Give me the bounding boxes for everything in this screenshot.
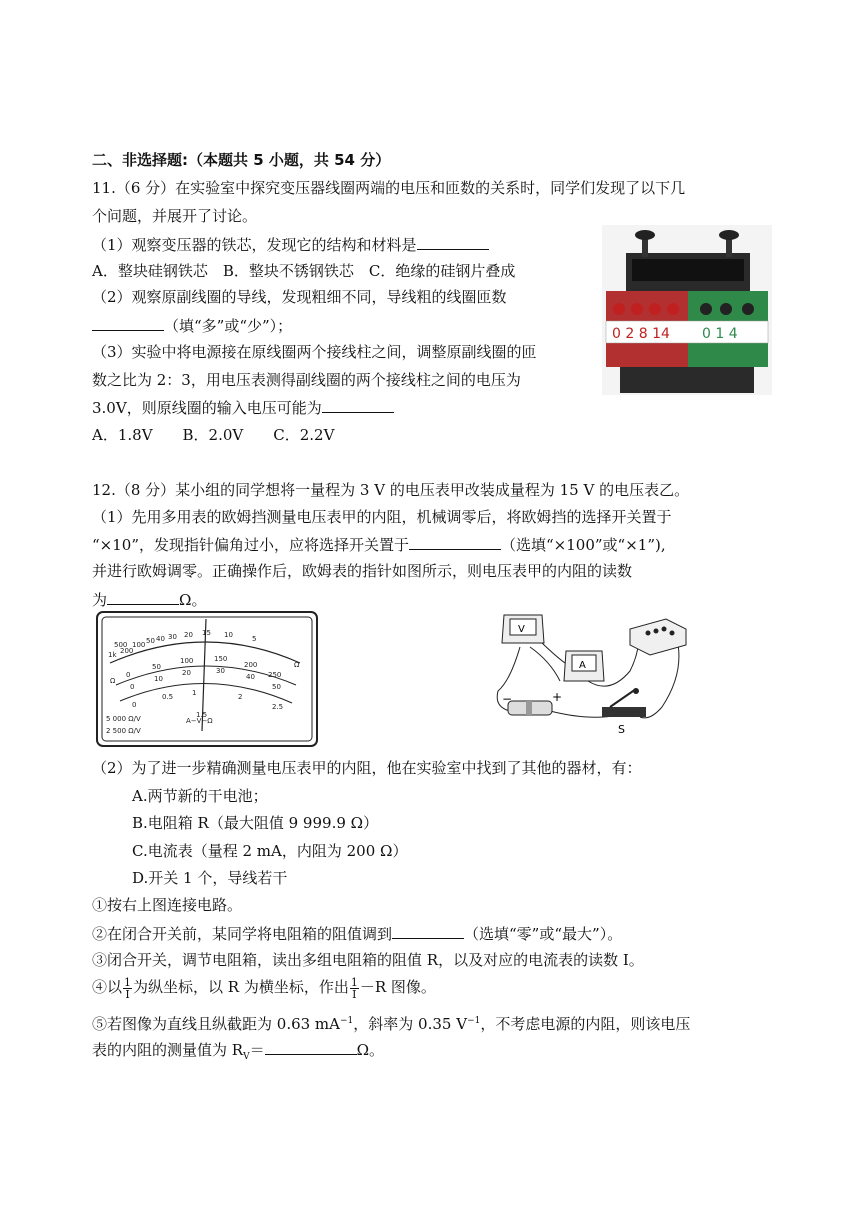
q12-step5-line1 — [92, 1010, 690, 1035]
q11-part1-options: A．整块硅钢铁芯 B．整块不锈钢铁芯 C．绝缘的硅钢片叠成 — [92, 262, 516, 280]
mid2-tick-0: 0 — [130, 683, 135, 691]
circuit-diagram — [490, 611, 690, 739]
q11-part1-blank[interactable] — [417, 233, 489, 250]
low-tick-2: 2 — [238, 693, 243, 701]
mid-tick-150: 150 — [214, 655, 228, 663]
low-tick-0-5: 0.5 — [162, 693, 174, 701]
mid2-tick-30: 30 — [216, 667, 225, 675]
transformer-photo — [602, 225, 772, 395]
ohm-tick-30: 30 — [168, 633, 177, 641]
q12-step5-sub: V — [243, 1052, 250, 1062]
q12-step5-sup1: −1 — [340, 1016, 354, 1026]
multimeter-dial — [96, 611, 318, 747]
mid-tick-100: 100 — [180, 657, 194, 665]
q12-step2 — [92, 922, 622, 945]
low-tick-1-5: 1.5 — [196, 711, 208, 719]
q11-part3-line3 — [92, 396, 394, 419]
meter-label-5000: 5 000 Ω/V — [106, 715, 141, 723]
ohm-tick-200: 200 — [120, 647, 134, 655]
ohm-tick-15: 15 — [202, 629, 211, 637]
q11-part1-text: （1）观察变压器的铁芯，发现它的结构和材料是 — [92, 236, 417, 254]
q12-item-c: C.电流表（量程 2 mA，内阻为 200 Ω） — [132, 842, 408, 860]
fraction-denominator-2: I — [352, 987, 357, 1001]
ohm-tick-5: 5 — [252, 635, 257, 643]
ohm-tick-100: 100 — [132, 641, 146, 649]
voltmeter-label: V — [518, 624, 525, 635]
battery-minus: − — [502, 692, 513, 706]
q12-part1-line3: 并进行欧姆调零。正确操作后，欧姆表的指针如图所示，则电压表甲的内阻的读数 — [92, 562, 633, 580]
switch-label: S — [618, 723, 625, 736]
meter-label-2500: 2 500 Ω/V — [106, 727, 141, 735]
q11-part2-line1: （2）观察原副线圈的导线，发现粗细不同，导线粗的线圈匝数 — [92, 288, 507, 306]
mid-tick-250: 250 — [268, 671, 282, 679]
q12-step4-a: ④以 — [92, 978, 123, 996]
mid2-tick-10: 10 — [154, 675, 163, 683]
fraction-one-over-i-2 — [350, 977, 359, 1000]
q11-stem-line1: 11.（6 分）在实验室中探究变压器线圈两端的电压和匝数的关系时，同学们发现了以下几 — [92, 179, 686, 197]
q11-part3-blank[interactable] — [322, 396, 394, 413]
fraction-numerator: 1 — [124, 975, 132, 989]
q12-item-b: B.电阻箱 R（最大阻值 9 999.9 Ω） — [132, 814, 379, 832]
meter-center-label: A−V−Ω — [186, 717, 213, 725]
q12-step2-blank[interactable] — [392, 922, 464, 939]
q12-step5-e: ＝ — [249, 1041, 265, 1059]
q12-step5-b: ，斜率为 0.35 V — [353, 1015, 468, 1033]
q12-step4 — [92, 976, 436, 1000]
q12-step5-a: ⑤若图像为直线且纵截距为 0.63 mA — [92, 1015, 340, 1033]
q12-reading-blank[interactable] — [107, 588, 179, 605]
photo-left-labels: 0 2 8 14 — [612, 326, 670, 342]
q12-part1-line1: （1）先用多用表的欧姆挡测量电压表甲的内阻，机械调零后，将欧姆挡的选择开关置于 — [92, 508, 672, 526]
fraction-one-over-i — [123, 977, 132, 1000]
ohm-tick-50: 50 — [146, 637, 155, 645]
q11-part2-hint: （填“多”或“少”）； — [164, 317, 293, 335]
q12-step5-f: Ω。 — [356, 1041, 385, 1059]
q12-part1-line2 — [92, 533, 666, 556]
q11-part3-options: A．1.8V B．2.0V C．2.2V — [92, 426, 335, 444]
q11-part2-blank[interactable] — [92, 314, 164, 331]
fraction-denominator: I — [125, 987, 130, 1001]
ohm-symbol-left: Ω — [110, 677, 116, 685]
q12-step2-text: ②在闭合开关前，某同学将电阻箱的阻值调到 — [92, 925, 393, 943]
q12-step1: ①按右上图连接电路。 — [92, 896, 243, 914]
q12-step5-c: ，不考虑电源的内阻，则该电压 — [480, 1015, 691, 1033]
q12-part1-text: “×10”，发现指针偏角过小，应将选择开关置于 — [92, 536, 409, 554]
q11-part1 — [92, 233, 489, 256]
q12-stem: 12.（8 分）某小组的同学想将一量程为 3 V 的电压表甲改装成量程为 15 V 的电压表乙。 — [92, 481, 690, 499]
q12-rv-blank[interactable] — [265, 1038, 357, 1055]
ammeter-label: A — [579, 660, 586, 671]
q12-step4-c: －R 图像。 — [359, 978, 436, 996]
q12-step5-sup2: −1 — [467, 1016, 481, 1026]
q12-part1-blank[interactable] — [409, 533, 501, 550]
q12-part1-wei: 为 — [92, 591, 108, 609]
mid2-tick-50: 50 — [272, 683, 281, 691]
ohm-tick-40: 40 — [156, 635, 165, 643]
fraction-numerator-2: 1 — [350, 975, 358, 989]
q12-part1-line4 — [92, 588, 206, 611]
ohm-tick-20: 20 — [184, 631, 193, 639]
q12-step2-hint: （选填“零”或“最大”）。 — [464, 925, 623, 943]
q11-part3-line2: 数之比为 2：3，用电压表测得副线圈的两个接线柱之间的电压为 — [92, 371, 521, 389]
q12-item-a: A.两节新的干电池； — [132, 787, 268, 805]
ohm-tick-500: 500 — [114, 641, 128, 649]
low-tick-1: 1 — [192, 689, 197, 697]
low-tick-0: 0 — [132, 701, 137, 709]
mid2-tick-40: 40 — [246, 673, 255, 681]
ohm-symbol-right: Ω — [294, 661, 300, 669]
q12-part1-ohm: Ω。 — [179, 591, 207, 609]
mid2-tick-20: 20 — [182, 669, 191, 677]
mid-tick-0: 0 — [126, 671, 131, 679]
q11-part2-line2 — [92, 314, 292, 337]
section-title: 二、非选择题:（本题共 5 小题，共 54 分） — [92, 151, 391, 169]
q11-part3-line1: （3）实验中将电源接在原线圈两个接线柱之间，调整原副线圈的匝 — [92, 343, 537, 361]
low-tick-2-5: 2.5 — [272, 703, 284, 711]
mid-tick-200: 200 — [244, 661, 258, 669]
q12-step5-d: 表的内阻的测量值为 R — [92, 1041, 244, 1059]
photo-right-labels: 0 1 4 — [702, 326, 738, 342]
ohm-tick-10: 10 — [224, 631, 233, 639]
q12-step3: ③闭合开关，调节电阻箱，读出多组电阻箱的阻值 R，以及对应的电流表的读数 I。 — [92, 951, 644, 969]
mid-tick-50: 50 — [152, 663, 161, 671]
q11-stem-line2: 个问题，并展开了讨论。 — [92, 207, 258, 225]
q12-step4-b: 为纵坐标，以 R 为横坐标，作出 — [133, 978, 349, 996]
q12-item-d: D.开关 1 个，导线若干 — [132, 869, 288, 887]
q12-part2-intro: （2）为了进一步精确测量电压表甲的内阻，他在实验室中找到了其他的器材，有： — [92, 759, 642, 777]
battery-plus: + — [552, 690, 563, 704]
q12-part1-hint: （选填“×100”或“×1”), — [501, 536, 666, 554]
q11-part3-text: 3.0V，则原线圈的输入电压可能为 — [92, 399, 322, 417]
q12-step5-line2 — [92, 1038, 384, 1068]
ohm-tick-1k: 1k — [108, 651, 117, 659]
